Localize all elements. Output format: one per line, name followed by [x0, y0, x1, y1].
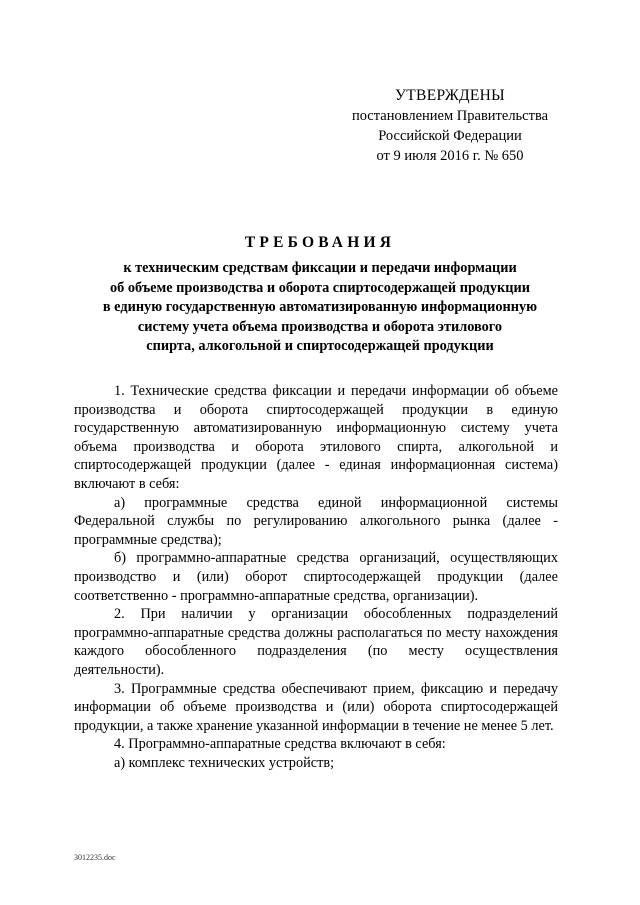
- paragraph-3: 3. Программные средства обеспечивают прием, фиксацию и передачу информации об объеме производства и (или) оборота спиртосодержащей продукции, а также хранение указанной информации в течение не менее 5 лет.: [74, 680, 558, 734]
- paragraph-4: 4. Программно-аппаратные средства включают в себя:: [114, 736, 446, 753]
- paragraph-1: 1. Технические средства фиксации и передачи информации об объеме производства и оборота спиртосодержащей продукции в единую государственную автоматизированную информационную систему учета объема производства и оборота этилового спирта, алкогольной и спиртосодержащей продукции (далее - единая информационная система) включают в себя:: [74, 383, 558, 492]
- document-body: [74, 382, 558, 772]
- document-subtitle: [60, 259, 580, 357]
- subtitle-line: об объеме производства и оборота спиртосодержащей продукции: [110, 279, 530, 296]
- approval-title: УТВЕРЖДЕНЫ: [395, 87, 505, 104]
- approval-line-1: постановлением Правительства: [351, 108, 549, 124]
- footer-file-name: 3012235.doc: [74, 853, 116, 862]
- approval-line-2: Российской Федерации: [378, 128, 522, 144]
- subtitle-line: спирта, алкогольной и спиртосодержащей продукции: [146, 338, 494, 354]
- paragraph-2: 2. При наличии у организации обособленных подразделений программно-аппаратные средства должны располагаться по месту нахождения каждого обособленного подразделения (по месту осуществления деятельности).: [74, 606, 558, 678]
- paragraph-4a: а) комплекс технических устройств;: [114, 754, 335, 771]
- approval-line-3: от 9 июля 2016 г. № 650: [376, 148, 524, 164]
- paragraph-1a: а) программные средства единой информационной системы Федеральной службы по регулированию алкогольного рынка (далее - программные средства);: [74, 494, 558, 548]
- approval-block: [330, 86, 570, 166]
- subtitle-line: в единую государственную автоматизированную информационную: [102, 299, 538, 315]
- paragraph-1b: б) программно-аппаратные средства организаций, осуществляющих производство и (или) оборот спиртосодержащей продукции (далее соответственно - программно-аппаратные средства, организации).: [74, 550, 558, 604]
- document-title: ТРЕБОВАНИЯ: [244, 234, 396, 251]
- subtitle-line: к техническим средствам фиксации и передачи информации: [123, 260, 517, 276]
- subtitle-line: систему учета объема производства и оборота этилового: [137, 318, 503, 335]
